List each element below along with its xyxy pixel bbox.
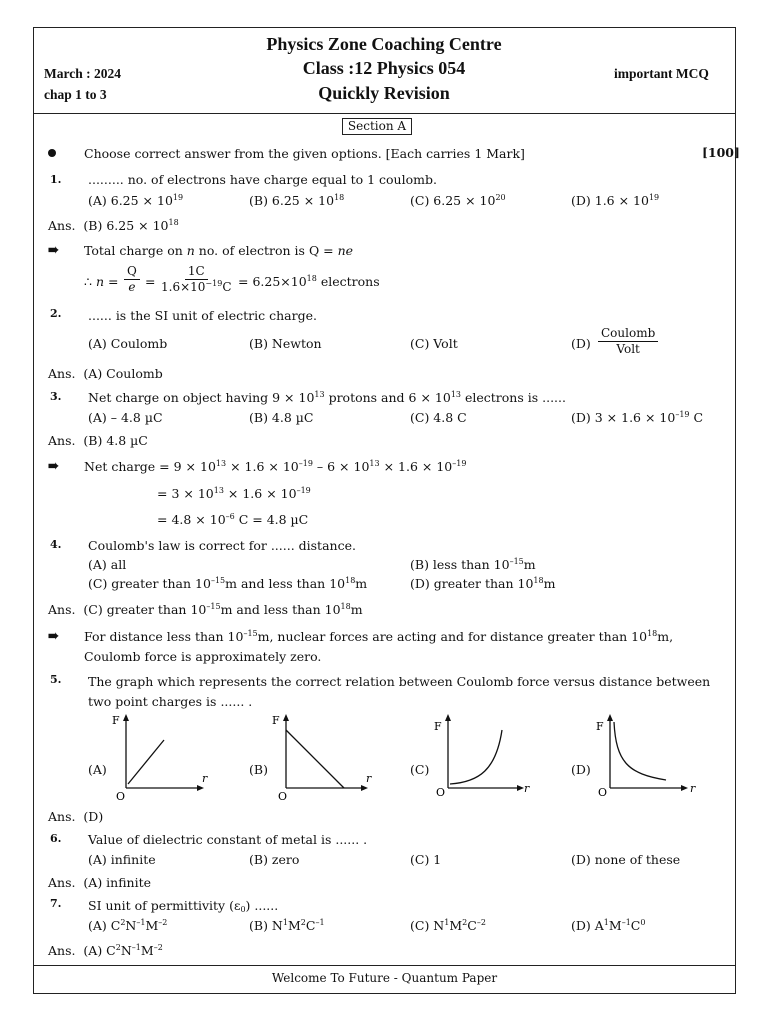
header-divider xyxy=(33,113,736,114)
graph-a xyxy=(112,712,212,802)
q4-option-a: (A) all xyxy=(88,557,127,572)
q2-option-d: (D) xyxy=(571,336,591,351)
q5-option-a: (A) xyxy=(88,762,107,777)
q4-number: 4. xyxy=(50,538,62,551)
q6-option-b: (B) zero xyxy=(249,852,300,867)
arrow-right-icon xyxy=(517,785,524,791)
graph-d-origin: O xyxy=(598,786,608,799)
q6-text: Value of dielectric constant of metal is ...... . xyxy=(88,832,368,847)
q4-text: Coulomb's law is correct for ...... distance. xyxy=(88,538,356,553)
q1-option-c: (C) $6.25 \times 10^{20}$ xyxy=(410,193,506,208)
arrow-right-icon xyxy=(361,785,368,791)
graph-d xyxy=(596,712,706,802)
q5-option-b: (B) xyxy=(249,762,268,777)
q4-option-b: (B) less than $10^{-15}m$ xyxy=(410,557,536,572)
q1-equals: = xyxy=(145,274,156,289)
q1-answer: Ans. (B) $6.25 \times 10^{18}$ xyxy=(48,218,179,233)
chapter-range: chap 1 to 3 xyxy=(44,87,107,102)
q2-option-a: (A) Coulomb xyxy=(88,336,168,351)
q4-explanation-2: Coulomb force is approximately zero. xyxy=(84,649,322,664)
graph-d-curve xyxy=(614,722,666,780)
arrow-icon: ➠ xyxy=(48,243,59,258)
total-marks: [100] xyxy=(702,145,740,160)
q1-option-a: (A) $6.25 \times 10^{19}$ xyxy=(88,193,184,208)
graph-b-origin: O xyxy=(278,790,288,803)
footer-divider xyxy=(33,965,736,966)
q3-answer: Ans. (B) 4.8 µC xyxy=(48,433,148,448)
q2-option-d-fraction: Coulomb Volt xyxy=(598,326,658,357)
q3-number: 3. xyxy=(50,390,62,403)
q5-text-line1: The graph which represents the correct relation between Coulomb force versus distance between xyxy=(88,674,711,689)
q1-number: 1. xyxy=(50,173,62,186)
graph-b-curve xyxy=(286,730,344,788)
exam-date: March : 2024 xyxy=(44,66,121,81)
graph-a-curve xyxy=(128,740,164,784)
arrow-up-icon xyxy=(283,714,289,721)
q2-answer: Ans. (A) Coulomb xyxy=(48,366,163,381)
q1-fraction-charge: $\frac{1C}{1.6\times 10^{-19}C}$ xyxy=(161,264,232,294)
q7-option-d: (D) $A^1M^{-1}C^0$ xyxy=(571,918,646,933)
q3-option-b: (B) 4.8 µC xyxy=(249,410,314,425)
paper-tag: important MCQ xyxy=(614,66,709,81)
q6-option-d: (D) none of these xyxy=(571,852,681,867)
arrow-icon: ➠ xyxy=(48,629,59,644)
q5-number: 5. xyxy=(50,673,62,686)
q4-answer: Ans. (C) greater than $10^{-15}m$ and less than $10^{18}m$ xyxy=(48,602,363,617)
graph-b xyxy=(272,712,382,802)
graph-c xyxy=(434,712,544,802)
q1-result: = $6.25\times 10^{18}$ electrons xyxy=(238,274,380,289)
q3-explanation-1: Net charge = $9 \times 10^{13} \times 1.6 \times 10^{-19} - 6 \times 10^{13} \times 1.6 \times 10^{-19}$ xyxy=(84,459,467,474)
q3-explanation-2: = $3 \times 10^{13} \times 1.6 \times 10^{-19}$ xyxy=(157,486,311,501)
graph-a-origin: O xyxy=(116,790,126,803)
q7-answer: Ans. (A) $C^2N^{-1}M^{-2}$ xyxy=(48,943,163,958)
arrow-up-icon xyxy=(607,714,613,721)
q3-text: Net charge on object having $9 \times 10^{13}$ protons and $6 \times 10^{13}$ electrons is ...... xyxy=(88,390,566,405)
q7-option-a: (A) $C^2N^{-1}M^{-2}$ xyxy=(88,918,168,933)
revision-title: Quickly Revision xyxy=(318,83,450,103)
q5-text-line2: two point charges is ...... . xyxy=(88,694,253,709)
arrow-up-icon xyxy=(445,714,451,721)
graph-b-label-r: r xyxy=(366,772,372,785)
q7-option-b: (B) $N^1M^2C^{-1}$ xyxy=(249,918,325,933)
instruction: Choose correct answer from the given options. [Each carries 1 Mark] xyxy=(84,146,525,161)
q2-option-b: (B) Newton xyxy=(249,336,322,351)
arrow-right-icon xyxy=(197,785,204,791)
q1-explanation-therefore: ∴ n = xyxy=(84,274,119,289)
q6-number: 6. xyxy=(50,832,62,845)
q5-answer: Ans. (D) xyxy=(48,809,104,824)
q1-explanation-1: Total charge on n no. of electron is Q = ne xyxy=(84,243,354,258)
graph-a-label-r: r xyxy=(202,772,208,785)
q5-option-d: (D) xyxy=(571,762,591,777)
q1-option-b: (B) $6.25 \times 10^{18}$ xyxy=(249,193,345,208)
q7-number: 7. xyxy=(50,897,62,910)
q3-option-a: (A) – 4.8 µC xyxy=(88,410,163,425)
q7-option-c: (C) $N^1M^2C^{-2}$ xyxy=(410,918,486,933)
arrow-icon: ➠ xyxy=(48,459,59,474)
arrow-right-icon xyxy=(681,785,688,791)
q3-explanation-3: = $4.8 \times 10^{-6}$ C = 4.8 µC xyxy=(157,512,309,527)
q4-option-d: (D) greater than $10^{18}m$ xyxy=(410,576,556,591)
arrow-up-icon xyxy=(123,714,129,721)
graph-c-curve xyxy=(450,730,502,784)
graph-a-label-f: F xyxy=(112,714,120,727)
graph-b-label-f: F xyxy=(272,714,280,727)
q3-option-c: (C) 4.8 C xyxy=(410,410,467,425)
q6-answer: Ans. (A) infinite xyxy=(48,875,152,890)
graph-d-label-r: r xyxy=(690,782,696,795)
q7-text: SI unit of permittivity $(\varepsilon_0)$ ...... xyxy=(88,898,279,914)
institute-title: Physics Zone Coaching Centre xyxy=(266,34,502,54)
footer-text: Welcome To Future - Quantum Paper xyxy=(271,971,498,985)
bullet-icon xyxy=(48,149,56,157)
q4-option-c: (C) greater than $10^{-15}m$ and less than $10^{18}m$ xyxy=(88,576,368,591)
q1-text: ......... no. of electrons have charge equal to 1 coulomb. xyxy=(88,172,437,187)
q6-option-c: (C) 1 xyxy=(410,852,442,867)
q4-explanation-1: For distance less than $10^{-15}m$, nuclear forces are acting and for distance greater than $10^{18}m$, xyxy=(84,629,674,644)
graph-c-label-f: F xyxy=(434,720,442,733)
q6-option-a: (A) infinite xyxy=(88,852,156,867)
q2-option-c: (C) Volt xyxy=(410,336,458,351)
q2-number: 2. xyxy=(50,307,62,320)
q1-fraction-q-over-e: $\frac{Q}{e}$ xyxy=(124,264,140,295)
q1-option-d: (D) $1.6 \times 10^{19}$ xyxy=(571,193,660,208)
q3-option-d: (D) $3 \times 1.6 \times 10^{-19}$ C xyxy=(571,410,704,425)
graph-d-label-f: F xyxy=(596,720,604,733)
class-title: Class :12 Physics 054 xyxy=(302,58,466,78)
q5-option-c: (C) xyxy=(410,762,430,777)
graph-c-origin: O xyxy=(436,786,446,799)
graph-c-label-r: r xyxy=(524,782,530,795)
section-label: Section A xyxy=(342,118,412,135)
q2-text: ...... is the SI unit of electric charge. xyxy=(88,308,317,323)
